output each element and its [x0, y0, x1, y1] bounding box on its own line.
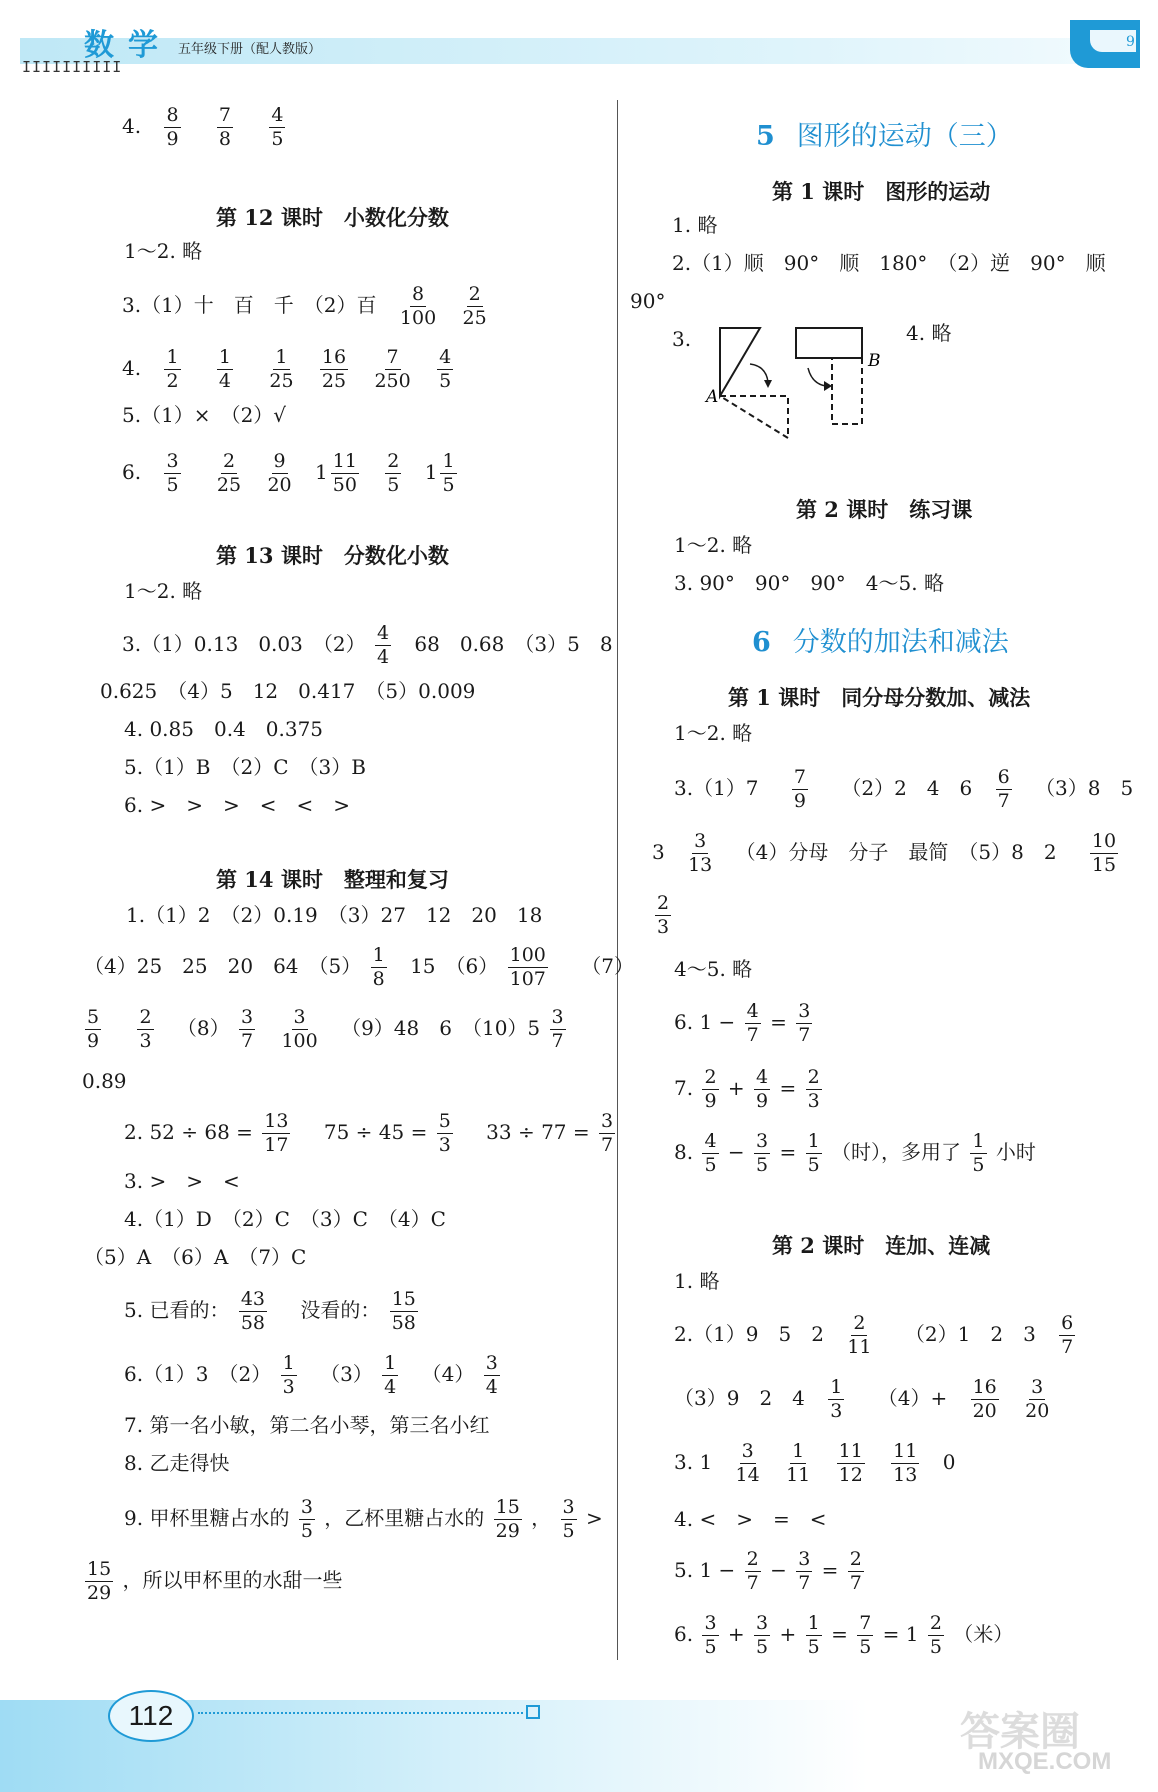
answer-line: 4. 0.85 0.4 0.375	[124, 717, 324, 741]
answer-line: 8. $\frac{4}{5}$ − $\frac{3}{5}$ = $\frac{1}{5}$ （时），多用了 $\frac{1}{5}$ 小时	[674, 1130, 1036, 1176]
answer-line: 2.（1）9 5 2 $\frac{2}{11}$ （2）1 2 3 $\frac{6}{7}$	[674, 1312, 1074, 1358]
answer-line: $\frac{5}{9}$ $\frac{2}{3}$ （8） $\frac{3}{7}$ $\frac{3}{100}$ （9）48 6 （10）5 $\frac{3}{7}$	[87, 1006, 564, 1052]
lesson-heading-13: 第 13 课时 分数化小数	[216, 543, 449, 568]
header-ticks: IIIIIIIIII	[22, 58, 123, 76]
section-heading-6: 6 分数的加法和减法	[752, 627, 1009, 658]
page-number: 112	[108, 1690, 194, 1742]
answer-line: （4）25 25 20 64 （5） $\frac{1}{8}$ 15 （6） $\frac{100}{107}$ （7）	[84, 944, 634, 990]
lesson-heading-6-1: 第 1 课时 同分母分数加、减法	[728, 685, 1031, 710]
answer-line: 3. 1 $\frac{3}{14}$ $\frac{1}{11}$ $\frac{11}{12}$ $\frac{11}{13}$ 0	[674, 1440, 956, 1486]
lesson-heading-14: 第 14 课时 整理和复习	[216, 867, 449, 892]
answer-line: 4. 略	[906, 321, 952, 345]
answer-line: 5.（1）× （2）√	[122, 403, 287, 427]
answer-line: 5.（1）B （2）C （3）B	[124, 755, 366, 779]
answer-line: 3.（1）7 $\frac{7}{9}$ （2）2 4 6 $\frac{6}{7}$ （3）8 5	[674, 766, 1134, 812]
answer-line: 3.	[672, 327, 692, 351]
lesson-heading-5-1: 第 1 课时 图形的运动	[772, 179, 991, 204]
column-divider	[617, 100, 618, 1660]
answer-line: 6. $\frac{3}{5}$ $\frac{2}{25}$ $\frac{9}{20}$ 1 $\frac{11}{50}$ $\frac{2}{5}$ 1 $\frac{1}{5}$	[122, 450, 455, 496]
answer-line: 3.（1）0.13 0.03 （2） $\frac{4}{4}$ 68 0.68 （3）5 8	[122, 622, 613, 668]
rotate-arrow-right	[808, 368, 826, 386]
answer-line: 5. 1 − $\frac{2}{7}$ − $\frac{3}{7}$ = $\frac{2}{7}$	[674, 1548, 862, 1594]
answer-line: 1～2. 略	[124, 239, 203, 263]
answer-line: 6. > > > < < >	[124, 793, 350, 817]
answer-line: 3. 90° 90° 90° 4～5. 略	[674, 571, 944, 595]
answer-line: 7. $\frac{2}{9}$ + $\frac{4}{9}$ = $\frac{2}{3}$	[674, 1066, 820, 1112]
answer-line: 2.（1）顺 90° 顺 180° （2）逆 90° 顺	[672, 251, 1106, 275]
answer-line: 1～2. 略	[674, 721, 753, 745]
section-heading-5: 5 图形的运动（三）	[756, 121, 1013, 152]
answer-line: 6. $\frac{3}{5}$ + $\frac{3}{5}$ + $\frac{1}{5}$ = $\frac{7}{5}$ = 1 $\frac{2}{5}$ （米）	[674, 1612, 1014, 1658]
answer-line: 6. 1 − $\frac{4}{7}$ = $\frac{3}{7}$	[674, 1000, 811, 1046]
answer-line: 8. 乙走得快	[124, 1451, 230, 1475]
answer-line: 6.（1）3 （2） $\frac{1}{3}$ （3） $\frac{1}{4}$ （4） $\frac{3}{4}$	[124, 1352, 498, 1398]
answer-line: （3）9 2 4 $\frac{1}{3}$ （4）+ $\frac{16}{20}$ $\frac{3}{20}$	[674, 1376, 1050, 1422]
answer-line: 1. 略	[672, 213, 718, 237]
answer-line: 1～2. 略	[674, 533, 753, 557]
lesson-heading-12: 第 12 课时 小数化分数	[216, 205, 449, 230]
answer-line: 4.（1）D （2）C （3）C （4）C	[124, 1207, 446, 1231]
answer-line: 4. < > = <	[674, 1507, 827, 1531]
answer-line: 5. 已看的： $\frac{43}{58}$ 没看的： $\frac{15}{58}$	[124, 1288, 416, 1334]
answer-line: 4. $\frac{1}{2}$ $\frac{1}{4}$ $\frac{1}{25}$ $\frac{16}{25}$ $\frac{7}{250}$ $\frac{4}{5}$	[122, 346, 452, 392]
footer-dotted-line	[198, 1712, 523, 1714]
rectangle-original	[796, 328, 862, 358]
arrow-head-left	[764, 380, 772, 388]
answer-line: $\frac{2}{3}$	[657, 892, 670, 938]
rectangle-rotated	[832, 358, 862, 424]
answer-line: 4～5. 略	[674, 957, 753, 981]
answer-line: 1～2. 略	[124, 579, 203, 603]
answer-line: 1.（1）2 （2）0.19 （3）27 12 20 18	[126, 903, 543, 927]
lesson-heading-6-2: 第 2 课时 连加、连减	[772, 1233, 991, 1258]
subject-title: 数学	[84, 28, 172, 63]
watermark-url: MXQE.COM	[978, 1748, 1112, 1775]
answer-line: 3 $\frac{3}{13}$ （4）分母 分子 最简 （5）8 2 $\frac{10}{15}$	[652, 830, 1117, 876]
rotate-arrow-left	[750, 364, 768, 382]
answer-line: 3.（1）十 百 千 （2）百 $\frac{8}{100}$ $\frac{2}{25}$	[122, 283, 487, 329]
triangle-rotated	[720, 396, 788, 438]
watermark-logo: 答案圈	[960, 1710, 1080, 1754]
rotation-figure	[700, 318, 900, 448]
answer-line: 90°	[630, 289, 666, 313]
footer-square-icon	[526, 1705, 540, 1719]
point-a-label: A	[706, 387, 719, 407]
answer-line: 0.625 （4）5 12 0.417 （5）0.009	[100, 679, 476, 703]
answer-line: 2. 52 ÷ 68 = $\frac{13}{17}$ 75 ÷ 45 = $\frac{5}{3}$ 33 ÷ 77 = $\frac{3}{7}$	[124, 1110, 614, 1156]
answer-line: 1. 略	[674, 1269, 720, 1293]
answer-line: 7. 第一名小敏，第二名小琴，第三名小红	[124, 1413, 490, 1437]
answer-line: 3. > > <	[124, 1169, 240, 1193]
answer-line: $\frac{15}{29}$ ，所以甲杯里的水甜一些	[87, 1558, 343, 1604]
book-subtitle: 五年级下册（配人教版）	[178, 42, 322, 57]
header-tab-number: 9	[1126, 34, 1135, 50]
triangle-original	[720, 328, 760, 396]
lesson-heading-5-2: 第 2 课时 练习课	[796, 497, 973, 522]
answer-line: 0.89	[82, 1069, 127, 1093]
point-b-label: B	[868, 351, 881, 371]
answer-line: 9. 甲杯里糖占水的 $\frac{3}{5}$ ，乙杯里糖占水的 $\frac{15}{29}$ ， $\frac{3}{5}$ >	[124, 1496, 603, 1542]
arrow-head-right	[824, 381, 832, 391]
answer-line: 4. $\frac{8}{9}$ $\frac{7}{8}$ $\frac{4}{5}$	[122, 104, 284, 150]
page-header	[0, 0, 1158, 80]
answer-line: （5）A （6）A （7）C	[84, 1245, 307, 1269]
